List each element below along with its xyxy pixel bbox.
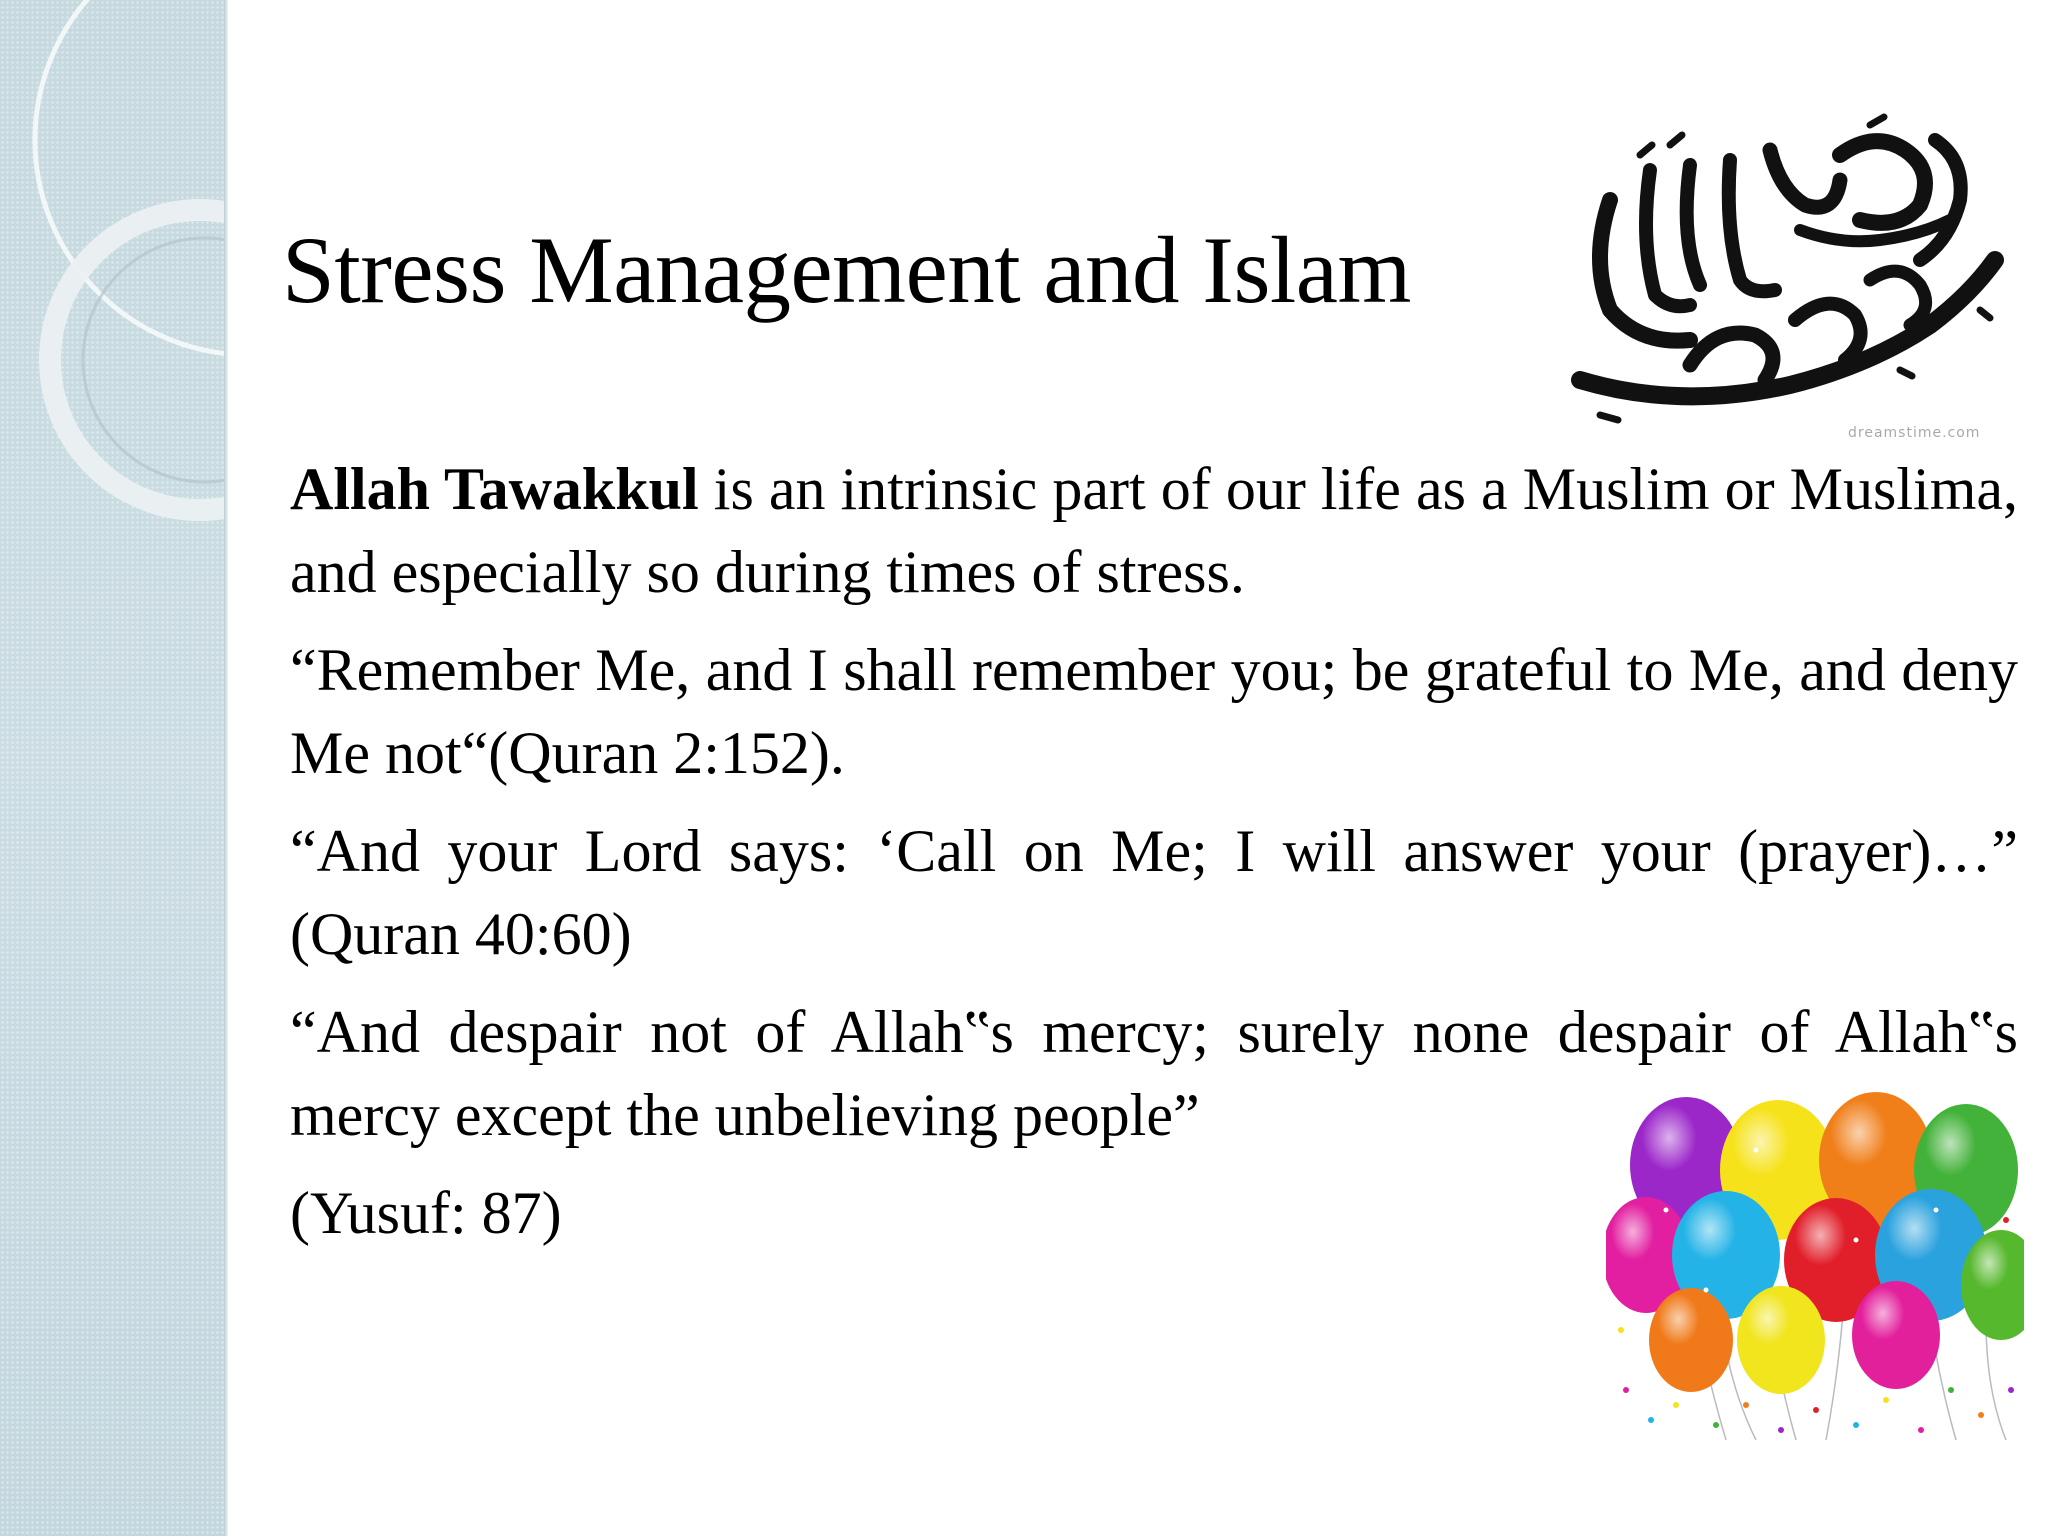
sidebar-rings	[0, 0, 228, 1536]
arabic-calligraphy-icon	[1540, 110, 2040, 450]
ring-medium	[50, 210, 228, 510]
paragraph-text: (Yusuf: 87)	[290, 1180, 562, 1246]
sidebar-edge	[224, 0, 228, 1536]
paragraph-quran-2-152	[290, 629, 2018, 795]
ring-inner	[83, 238, 228, 482]
paragraph-text: “And despair not of Allah‟s mercy; surely none despair of Allah‟s mercy except the unbelieving people”	[290, 999, 2018, 1148]
paragraph-text: is an intrinsic part of our life as a Muslim or Muslima, and especially so during times of stress.	[290, 456, 2019, 605]
paragraph-quran-40-60	[290, 810, 2018, 976]
paragraph-text: “Remember Me, and I shall remember you; be grateful to Me, and deny Me not“(Quran 2:152).	[290, 637, 2018, 786]
paragraph-tawakkul	[290, 448, 2018, 614]
paragraph-text: “And your Lord says: ‘Call on Me; I will answer your (prayer)…” (Quran 40:60)	[290, 818, 2018, 967]
balloons-icon	[1606, 1090, 2024, 1446]
paragraph-lead: Allah Tawakkul	[290, 456, 699, 522]
image-credit: dreamstime.com	[1848, 425, 1981, 441]
slide-title: Stress Management and Islam	[282, 217, 1411, 323]
decorative-sidebar	[0, 0, 228, 1536]
